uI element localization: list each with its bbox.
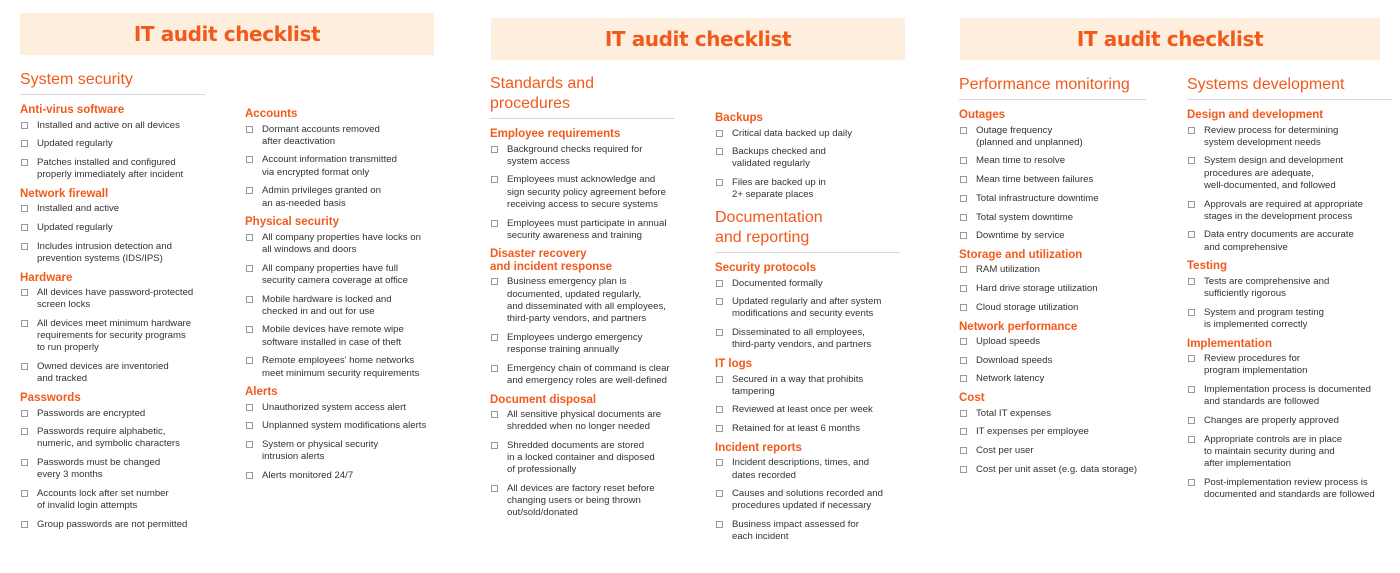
checkbox-icon[interactable] xyxy=(960,410,967,417)
checklist-item[interactable] xyxy=(959,355,1146,367)
checklist-item[interactable] xyxy=(20,488,205,512)
checklist-item-label: All devices have password-protected screen locks xyxy=(37,287,194,311)
checklist-item[interactable] xyxy=(245,124,445,148)
checklist-group xyxy=(715,262,900,352)
group-heading: Implementation xyxy=(1187,337,1272,350)
checklist-item-label: Cost per user xyxy=(976,445,1034,457)
checklist-item[interactable] xyxy=(959,155,1146,167)
checklist-item-label: Shredded documents are stored in a locked container and disposed of professionally xyxy=(507,439,655,476)
checkbox-icon[interactable] xyxy=(716,521,723,528)
checklist-item-label: Total system downtime xyxy=(976,211,1074,223)
checklist-item-label: Review process for determining system development needs xyxy=(1204,124,1339,148)
checklist-item[interactable] xyxy=(959,174,1146,186)
checkbox-icon[interactable] xyxy=(21,289,28,296)
group-heading: Backups xyxy=(715,112,763,124)
checkbox-icon[interactable] xyxy=(21,320,28,327)
checklist-item-label: Downtime by service xyxy=(976,230,1065,242)
checkbox-icon[interactable] xyxy=(1188,417,1195,424)
checkbox-icon[interactable] xyxy=(716,280,723,287)
checklist-item[interactable] xyxy=(959,193,1146,205)
checklist-item[interactable] xyxy=(1187,384,1392,408)
checklist-item[interactable] xyxy=(959,373,1146,385)
checklist-item[interactable] xyxy=(20,361,205,385)
checklist-item-label: All company properties have full security camera coverage at office xyxy=(262,262,408,286)
checklist-item[interactable] xyxy=(959,426,1146,438)
checklist-item-label: Approvals are required at appropriate stages in the development process xyxy=(1204,198,1363,222)
checklist-item[interactable] xyxy=(245,324,445,348)
checklist-column xyxy=(1187,75,1392,508)
checklist-group xyxy=(490,128,675,242)
checkbox-icon[interactable] xyxy=(960,157,967,164)
checkbox-icon[interactable] xyxy=(716,376,723,383)
group-heading: Anti-virus software xyxy=(20,104,125,116)
checklist-item-label: Total infrastructure downtime xyxy=(976,192,1099,204)
group-heading: Incident reports xyxy=(715,441,802,454)
checkbox-icon[interactable] xyxy=(21,410,28,417)
checklist-item-label: Passwords are encrypted xyxy=(37,407,146,419)
checklist-item[interactable] xyxy=(490,409,675,433)
section-heading: System security xyxy=(20,70,205,95)
checklist-item-label: Changes are properly approved xyxy=(1204,414,1339,426)
checklist-item[interactable] xyxy=(245,263,445,287)
checklist-item-label: Employees must participate in annual security awareness and training xyxy=(507,217,667,241)
checkbox-icon[interactable] xyxy=(1188,355,1195,362)
section-heading: Performance monitoring xyxy=(959,75,1146,100)
checklist-item-label: Implementation process is documented and standards are followed xyxy=(1204,384,1371,408)
checkbox-icon[interactable] xyxy=(960,338,967,345)
checklist-item[interactable] xyxy=(715,457,900,481)
checklist-item[interactable] xyxy=(490,144,675,168)
checklist-item[interactable] xyxy=(715,278,900,290)
checklist-item-label: Review procedures for program implementation xyxy=(1204,353,1308,377)
checkbox-icon[interactable] xyxy=(246,265,253,272)
checklist-item[interactable] xyxy=(1187,229,1392,253)
section-heading: Systems development xyxy=(1187,75,1392,100)
checklist-column xyxy=(715,112,900,550)
checklist-item-label: Mean time to resolve xyxy=(976,155,1066,167)
page-title: IT audit checklist xyxy=(133,22,321,46)
checkbox-icon[interactable] xyxy=(1188,436,1195,443)
checklist-item-label: All company properties have locks on all windows and doors xyxy=(262,231,421,255)
group-heading: Document disposal xyxy=(490,393,597,406)
checklist-group xyxy=(1187,109,1392,254)
checklist-item[interactable] xyxy=(715,177,900,201)
checklist-group xyxy=(1187,260,1392,331)
checkbox-icon[interactable] xyxy=(491,485,498,492)
checkbox-icon[interactable] xyxy=(1188,201,1195,208)
page-title: IT audit checklist xyxy=(604,27,792,51)
checklist-column xyxy=(490,74,675,526)
checklist-item[interactable] xyxy=(20,203,205,215)
group-heading: IT logs xyxy=(715,358,753,371)
checklist-item-label: Remote employees' home networks meet minimum security requirements xyxy=(262,355,420,379)
group-heading: Physical security xyxy=(245,216,339,229)
checklist-item-label: Includes intrusion detection and prevention systems (IDS/IPS) xyxy=(37,240,172,264)
title-banner xyxy=(491,18,905,60)
checklist-item-label: Critical data backed up daily xyxy=(732,127,852,139)
checklist-item-label: Patches installed and configured properly immediately after incident xyxy=(37,156,184,181)
checklist-item[interactable] xyxy=(959,125,1146,149)
checkbox-icon[interactable] xyxy=(246,126,253,133)
checklist-item-label: Installed and active on all devices xyxy=(37,119,180,131)
checklist-item-label: All devices meet minimum hardware requirements for security programs to run properly xyxy=(37,318,192,354)
checklist-page-1 xyxy=(0,0,460,573)
checklist-item[interactable] xyxy=(245,402,445,414)
checklist-item-label: Group passwords are not permitted xyxy=(37,518,188,530)
checkbox-icon[interactable] xyxy=(716,425,723,432)
checklist-item-label: Backups checked and validated regularly xyxy=(732,146,826,170)
checklist-item[interactable] xyxy=(245,154,445,178)
checklist-item[interactable] xyxy=(20,457,205,481)
checklist-item-label: Cloud storage utilization xyxy=(976,301,1079,313)
checklist-item[interactable] xyxy=(20,519,205,531)
group-heading: Disaster recovery and incident response xyxy=(490,248,613,273)
checklist-item[interactable] xyxy=(490,174,675,211)
checkbox-icon[interactable] xyxy=(1188,309,1195,316)
checklist-column xyxy=(20,70,205,538)
checkbox-icon[interactable] xyxy=(960,127,967,134)
checklist-item[interactable] xyxy=(1187,415,1392,427)
checklist-item-label: Mean time between failures xyxy=(976,174,1094,186)
checkbox-icon[interactable] xyxy=(246,404,253,411)
checklist-item-label: Cost per unit asset (e.g. data storage) xyxy=(976,463,1138,475)
checklist-group xyxy=(715,358,900,435)
checklist-item[interactable] xyxy=(715,374,900,398)
checklist-item[interactable] xyxy=(20,222,205,234)
checkbox-icon[interactable] xyxy=(21,159,28,166)
checklist-group xyxy=(490,248,675,387)
checklist-column xyxy=(245,108,445,489)
checklist-item[interactable] xyxy=(245,232,445,256)
title-banner xyxy=(960,18,1380,60)
checklist-item[interactable] xyxy=(1187,477,1392,501)
checkbox-icon[interactable] xyxy=(716,148,723,155)
checkbox-icon[interactable] xyxy=(21,428,28,435)
checklist-item[interactable] xyxy=(1187,353,1392,377)
checkbox-icon[interactable] xyxy=(491,365,498,372)
checkbox-icon[interactable] xyxy=(246,156,253,163)
checklist-item-label: Passwords must be changed every 3 months xyxy=(37,457,161,481)
checklist-item-label: Download speeds xyxy=(976,354,1053,366)
checklist-item-label: Employees must acknowledge and sign security policy agreement before receiving access to secure systems xyxy=(507,174,666,210)
checklist-item-label: Data entry documents are accurate and comprehensive xyxy=(1204,229,1354,253)
checklist-item-label: System and program testing is implemented correctly xyxy=(1204,306,1324,330)
checklist-item[interactable] xyxy=(20,426,205,450)
checkbox-icon[interactable] xyxy=(21,459,28,466)
checklist-item[interactable] xyxy=(959,264,1146,276)
checklist-item[interactable] xyxy=(715,519,900,543)
checklist-item[interactable] xyxy=(245,294,445,318)
checklist-page-2 xyxy=(470,0,930,573)
checklist-item[interactable] xyxy=(959,283,1146,295)
group-heading: Accounts xyxy=(245,108,298,120)
checkbox-icon[interactable] xyxy=(716,406,723,413)
group-heading: Network firewall xyxy=(20,187,109,200)
checkbox-icon[interactable] xyxy=(246,296,253,303)
checklist-item-label: Mobile hardware is locked and checked in and out for use xyxy=(262,293,392,317)
checkbox-icon[interactable] xyxy=(246,422,253,429)
checkbox-icon[interactable] xyxy=(491,176,498,183)
checklist-item-label: Documented formally xyxy=(732,277,823,289)
page-title: IT audit checklist xyxy=(1076,27,1264,51)
checklist-item[interactable] xyxy=(959,464,1146,476)
checklist-item-label: All sensitive physical documents are shredded when no longer needed xyxy=(507,409,662,433)
checklist-item[interactable] xyxy=(20,157,205,181)
checkbox-icon[interactable] xyxy=(21,224,28,231)
checklist-item-label: Updated regularly xyxy=(37,138,113,150)
checklist-item[interactable] xyxy=(245,470,445,482)
checklist-item-label: Upload speeds xyxy=(976,336,1041,348)
checkbox-icon[interactable] xyxy=(246,187,253,194)
checkbox-icon[interactable] xyxy=(716,490,723,497)
checklist-group xyxy=(20,104,205,181)
checklist-item[interactable] xyxy=(490,440,675,477)
group-heading: Passwords xyxy=(20,392,81,405)
checklist-item-label: Installed and active xyxy=(37,203,120,215)
checklist-item-label: Incident descriptions, times, and dates recorded xyxy=(732,457,870,481)
checkbox-icon[interactable] xyxy=(960,214,967,221)
checklist-item-label: Network latency xyxy=(976,373,1045,385)
group-heading: Security protocols xyxy=(715,262,816,275)
checklist-item-label: All devices are factory reset before changing users or being thrown out/sold/donated xyxy=(507,483,655,519)
checklist-group xyxy=(245,108,445,210)
checklist-item-label: Mobile devices have remote wipe software installed in case of theft xyxy=(262,324,404,348)
checklist-group xyxy=(20,392,205,531)
checkbox-icon[interactable] xyxy=(960,375,967,382)
group-heading: Hardware xyxy=(20,271,73,284)
checklist-item[interactable] xyxy=(1187,276,1392,300)
checkbox-icon[interactable] xyxy=(1188,231,1195,238)
checkbox-icon[interactable] xyxy=(246,326,253,333)
checklist-item-label: Employees undergo emergency response training annually xyxy=(507,331,643,355)
checklist-item[interactable] xyxy=(715,488,900,512)
checkbox-icon[interactable] xyxy=(716,130,723,137)
checkbox-icon[interactable] xyxy=(491,278,498,285)
checklist-group xyxy=(490,394,675,520)
checklist-item[interactable] xyxy=(715,423,900,435)
checklist-item-label: Disseminated to all employees, third-party vendors, and partners xyxy=(732,327,872,351)
checklist-group xyxy=(959,249,1146,314)
checklist-item-label: Tests are comprehensive and sufficiently rigorous xyxy=(1204,275,1330,300)
checklist-group xyxy=(20,272,205,386)
checklist-item-label: Hard drive storage utilization xyxy=(976,283,1098,295)
checklist-group xyxy=(959,109,1146,242)
checklist-item-label: Post-implementation review process is documented and standards are followed xyxy=(1204,476,1375,500)
checklist-item[interactable] xyxy=(959,212,1146,224)
checklist-item-label: Account information transmitted via encrypted format only xyxy=(262,154,397,178)
checklist-item[interactable] xyxy=(715,404,900,416)
checklist-item-label: Secured in a way that prohibits tampering xyxy=(732,373,864,397)
checkbox-icon[interactable] xyxy=(960,285,967,292)
checkbox-icon[interactable] xyxy=(716,298,723,305)
checkbox-icon[interactable] xyxy=(21,490,28,497)
checklist-item-label: Admin privileges granted on an as-needed basis xyxy=(262,185,381,209)
checklist-item-label: Reviewed at least once per week xyxy=(732,404,873,416)
section-heading: Standards and procedures xyxy=(490,74,675,119)
checklist-item[interactable] xyxy=(20,408,205,420)
checkbox-icon[interactable] xyxy=(960,428,967,435)
checklist-item-label: Background checks required for system access xyxy=(507,143,643,167)
group-heading: Alerts xyxy=(245,386,278,399)
checklist-group xyxy=(245,216,445,380)
checklist-item[interactable] xyxy=(20,120,205,132)
group-heading: Outages xyxy=(959,109,1006,121)
checklist-group xyxy=(715,442,900,544)
checklist-item-label: Retained for at least 6 months xyxy=(732,423,860,435)
checkbox-icon[interactable] xyxy=(491,411,498,418)
checkbox-icon[interactable] xyxy=(21,521,28,528)
checkbox-icon[interactable] xyxy=(960,466,967,473)
checklist-item-label: Owned devices are inventoried and tracked xyxy=(37,361,169,385)
checkbox-icon[interactable] xyxy=(1188,157,1195,164)
checkbox-icon[interactable] xyxy=(960,176,967,183)
checkbox-icon[interactable] xyxy=(246,234,253,241)
checklist-item-label: RAM utilization xyxy=(976,264,1040,276)
checklist-item-label: Passwords require alphabetic, numeric, and symbolic characters xyxy=(37,426,180,450)
checklist-item-label: Appropriate controls are in place to maintain security during and after implementation xyxy=(1204,433,1343,470)
checkbox-icon[interactable] xyxy=(960,266,967,273)
group-heading: Employee requirements xyxy=(490,128,621,140)
checklist-item[interactable] xyxy=(490,363,675,387)
checklist-item[interactable] xyxy=(20,318,205,355)
checklist-item-label: IT expenses per employee xyxy=(976,426,1089,438)
checklist-page-3 xyxy=(940,0,1400,573)
checklist-item-label: Unauthorized system access alert xyxy=(262,401,406,413)
checkbox-icon[interactable] xyxy=(21,243,28,250)
group-heading: Cost xyxy=(959,392,985,405)
checklist-item-label: System design and development procedures are adequate, well-documented, and followed xyxy=(1204,155,1344,191)
checkbox-icon[interactable] xyxy=(246,357,253,364)
checklist-item[interactable] xyxy=(715,146,900,170)
checklist-item[interactable] xyxy=(959,336,1146,348)
checklist-item[interactable] xyxy=(959,445,1146,457)
checklist-item[interactable] xyxy=(959,302,1146,314)
checkbox-icon[interactable] xyxy=(960,357,967,364)
checklist-item[interactable] xyxy=(715,296,900,320)
checklist-item-label: System or physical security intrusion alerts xyxy=(262,439,379,463)
checkbox-icon[interactable] xyxy=(491,220,498,227)
checklist-item-label: Accounts lock after set number of invalid login attempts xyxy=(37,488,169,512)
checkbox-icon[interactable] xyxy=(1188,479,1195,486)
checkbox-icon[interactable] xyxy=(21,122,28,129)
checklist-item[interactable] xyxy=(490,332,675,356)
group-heading: Design and development xyxy=(1187,109,1324,121)
checklist-item-label: Business impact assessed for each incident xyxy=(732,519,859,543)
group-heading: Testing xyxy=(1187,260,1228,273)
checklist-item[interactable] xyxy=(490,218,675,242)
checklist-item[interactable] xyxy=(490,483,675,520)
checkbox-icon[interactable] xyxy=(716,179,723,186)
checkbox-icon[interactable] xyxy=(246,472,253,479)
checklist-item-label: Files are backed up in 2+ separate places xyxy=(732,177,826,201)
checkbox-icon[interactable] xyxy=(491,146,498,153)
checklist-item[interactable] xyxy=(959,230,1146,242)
checklist-column xyxy=(959,75,1146,482)
group-heading: Network performance xyxy=(959,320,1078,333)
checkbox-icon[interactable] xyxy=(716,459,723,466)
checkbox-icon[interactable] xyxy=(491,442,498,449)
checkbox-icon[interactable] xyxy=(960,232,967,239)
checklist-item[interactable] xyxy=(245,439,445,463)
checkbox-icon[interactable] xyxy=(960,195,967,202)
checkbox-icon[interactable] xyxy=(491,334,498,341)
checklist-item[interactable] xyxy=(959,408,1146,420)
checklist-item-label: Alerts monitored 24/7 xyxy=(262,470,354,482)
checklist-item[interactable] xyxy=(245,420,445,432)
checklist-item[interactable] xyxy=(1187,125,1392,149)
checklist-group xyxy=(959,392,1146,476)
checklist-group xyxy=(1187,338,1392,502)
checklist-group xyxy=(245,386,445,482)
checklist-group xyxy=(20,188,205,265)
checkbox-icon[interactable] xyxy=(716,329,723,336)
checkbox-icon[interactable] xyxy=(21,205,28,212)
checklist-item-label: Outage frequency (planned and unplanned) xyxy=(976,124,1083,148)
checklist-item-label: Updated regularly and after system modifications and security events xyxy=(732,296,882,320)
checklist-group xyxy=(959,321,1146,386)
checklist-item[interactable] xyxy=(1187,307,1392,331)
checklist-item[interactable] xyxy=(490,276,675,325)
checkbox-icon[interactable] xyxy=(21,140,28,147)
checkbox-icon[interactable] xyxy=(960,304,967,311)
checklist-item[interactable] xyxy=(20,287,205,311)
checkbox-icon[interactable] xyxy=(960,447,967,454)
checklist-item[interactable] xyxy=(20,138,205,150)
checkbox-icon[interactable] xyxy=(246,441,253,448)
checkbox-icon[interactable] xyxy=(1188,278,1195,285)
group-heading: Storage and utilization xyxy=(959,248,1083,261)
checklist-item-label: Dormant accounts removed after deactivation xyxy=(262,123,380,147)
checklist-item[interactable] xyxy=(245,185,445,209)
checklist-item[interactable] xyxy=(1187,155,1392,192)
checklist-item[interactable] xyxy=(1187,434,1392,471)
checklist-item-label: Total IT expenses xyxy=(976,407,1052,419)
checklist-item[interactable] xyxy=(715,327,900,351)
checkbox-icon[interactable] xyxy=(21,363,28,370)
checklist-group xyxy=(715,112,900,202)
checkbox-icon[interactable] xyxy=(1188,127,1195,134)
checklist-item-label: Unplanned system modifications alerts xyxy=(262,420,427,432)
checklist-item[interactable] xyxy=(245,355,445,379)
checklist-item-label: Business emergency plan is documented, updated regularly, and disseminated with all employees, third-party vendors, and partners xyxy=(507,276,666,325)
checklist-item-label: Causes and solutions recorded and procedures updated if necessary xyxy=(732,488,883,512)
title-banner xyxy=(20,13,434,55)
section-heading: Documentation and reporting xyxy=(715,208,900,253)
checklist-item-label: Updated regularly xyxy=(37,222,113,234)
checklist-item[interactable] xyxy=(1187,199,1392,223)
checklist-item[interactable] xyxy=(20,241,205,265)
checkbox-icon[interactable] xyxy=(1188,386,1195,393)
checklist-item[interactable] xyxy=(715,128,900,140)
checklist-item-label: Emergency chain of command is clear and emergency roles are well-defined xyxy=(507,362,670,386)
